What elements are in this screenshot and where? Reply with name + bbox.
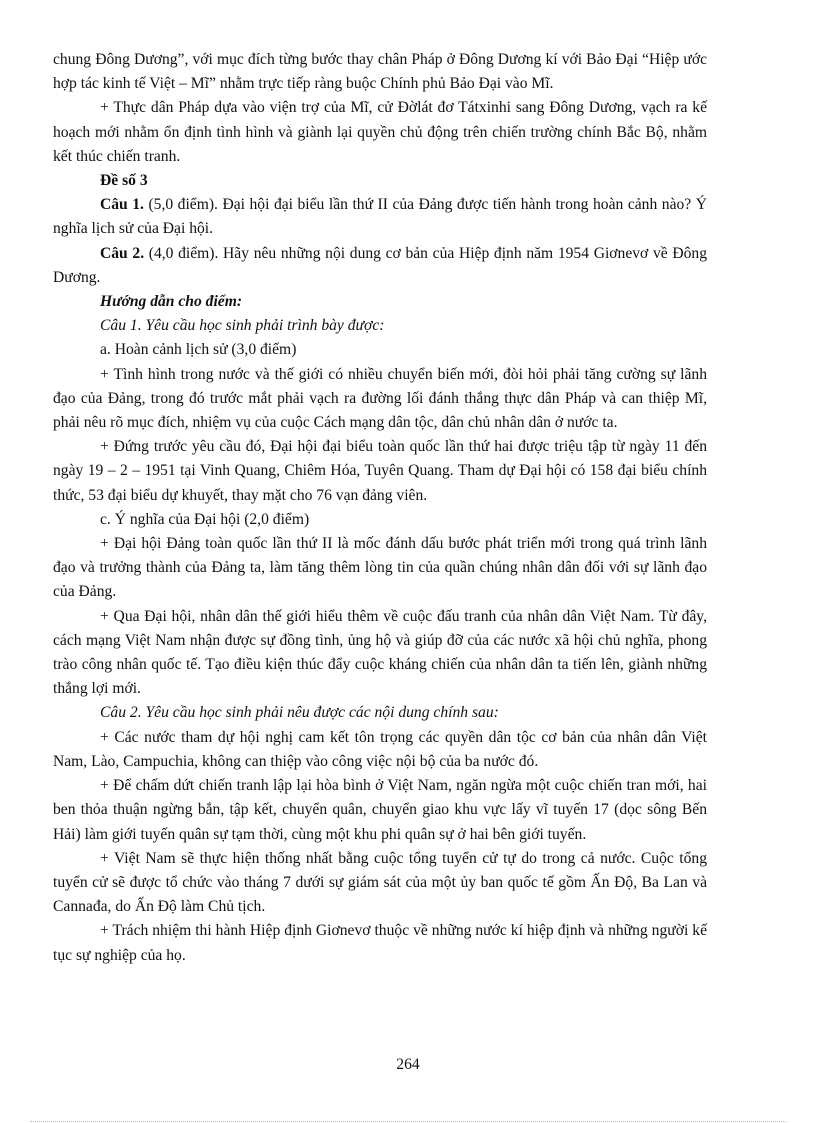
answer-1-significance-heading: c. Ý nghĩa của Đại hội (2,0 điểm) <box>100 510 310 528</box>
question-1 <box>53 193 707 241</box>
answer-2-point-3: + Việt Nam sẽ thực hiện thống nhất bằng cuộc tổng tuyển cử tự do trong cả nước. Cuộc tổng tuyển cử sẽ được tổ chức vào tháng 7 dưới sự giám sát của một ủy ban quốc tế gồm Ấn Độ, Ba Lan và Cannađa, do Ấn Độ làm Chủ tịch. <box>53 849 707 916</box>
question-2-text: (4,0 điểm). Hãy nêu những nội dung cơ bản của Hiệp định năm 1954 Giơnevơ về Đông Dương. <box>53 244 707 286</box>
answer-2-point-2: + Để chấm dứt chiến tranh lập lại hòa bình ở Việt Nam, ngăn ngừa một cuộc chiến tran mới, hai ben thỏa thuận ngừng bắn, tập kết, chuyển quân, chuyển giao khu vực lấy vĩ tuyến 17 (dọc sông Bến Hải) làm giới tuyến quân sự tạm thời, cùng một khu phi quân sự ở hai bên giới tuyến. <box>53 777 707 843</box>
answer-1-point-1: + Tình hình trong nước và thế giới có nhiều chuyển biến mới, đòi hỏi phải tăng cường sự lãnh đạo của Đảng, trong đó trước mắt phải vạch ra đường lối đánh thắng thực dân Pháp và can thiệp Mĩ, phải nêu rõ mục đích, nhiệm vụ của cuộc Cách mạng dân tộc, dân chủ nhân dân ở nước ta. <box>53 365 707 432</box>
answer-2-point-4: + Trách nhiệm thi hành Hiệp định Giơnevơ thuộc về những nước kí hiệp định và những người kế tục sự nghiệp của họ. <box>53 922 707 964</box>
footer-divider <box>30 1121 786 1122</box>
question-1-text: (5,0 điểm). Đại hội đại biểu lần thứ II của Đảng được tiến hành trong hoàn cảnh nào? Ý nghĩa lịch sử của Đại hội. <box>53 196 707 238</box>
answer-2-heading: Câu 2. Yêu cầu học sinh phải nêu được các nội dung chính sau: <box>100 704 499 722</box>
paragraph-continuation: chung Đông Dương”, với mục đích từng bước thay chân Pháp ở Đông Dương kí với Bảo Đại “Hiệp ước hợp tác kinh tế Việt – Mĩ” nhằm trực tiếp ràng buộc Chính phủ Bảo Đại vào Mĩ. <box>53 51 707 93</box>
question-2 <box>53 242 707 290</box>
question-1-label: Câu 1. <box>100 196 144 214</box>
answer-1-point-4: + Qua Đại hội, nhân dân thế giới hiểu thêm về cuộc đấu tranh của nhân dân Việt Nam. Từ đây, cách mạng Việt Nam nhận được sự đồng tình, ủng hộ và giúp đỡ của các nước xã hội chủ nghĩa, phong trào công nhân quốc tế. Tạo điều kiện thúc đẩy cuộc kháng chiến của nhân dân ta tiến lên, giành những thắng lợi mới. <box>53 607 707 698</box>
answer-2-point-1: + Các nước tham dự hội nghị cam kết tôn trọng các quyền dân tộc cơ bản của nhân dân Việt Nam, Lào, Campuchia, không can thiệp vào công việc nội bộ của ba nước đó. <box>53 728 707 770</box>
paragraph-french-plan: + Thực dân Pháp dựa vào viện trợ của Mĩ, cử Đờlát đơ Tátxinhi sang Đông Dương, vạch ra kế hoạch mới nhằm ổn định tình hình và giành lại quyền chủ động trên chiến trường chính Bắc Bộ, nhằm kết thúc chiến tranh. <box>53 99 707 165</box>
answer-1-context-heading: a. Hoàn cảnh lịch sử (3,0 điểm) <box>100 341 297 359</box>
exam-heading: Đề số 3 <box>100 172 148 190</box>
page-number: 264 <box>396 1056 420 1073</box>
question-2-label: Câu 2. <box>100 244 145 262</box>
grading-guide-title: Hướng dẫn cho điểm: <box>100 293 243 311</box>
document-body <box>53 48 707 968</box>
answer-1-point-3: + Đại hội Đảng toàn quốc lần thứ II là mốc đánh dấu bước phát triển mới trong quá trình lãnh đạo và trưởng thành của Đảng ta, làm tăng thêm lòng tin của quần chúng nhân dân đối với sự lãnh đạo của Đảng. <box>53 535 707 601</box>
answer-1-heading: Câu 1. Yêu cầu học sinh phải trình bày được: <box>100 317 385 335</box>
answer-1-point-2: + Đứng trước yêu cầu đó, Đại hội đại biểu toàn quốc lần thứ hai được triệu tập từ ngày 11 đến ngày 19 – 2 – 1951 tại Vinh Quang, Chiêm Hóa, Tuyên Quang. Tham dự Đại hội có 158 đại biểu chính thức, 53 đại biểu dự khuyết, thay mặt cho 76 vạn đảng viên. <box>53 438 707 504</box>
